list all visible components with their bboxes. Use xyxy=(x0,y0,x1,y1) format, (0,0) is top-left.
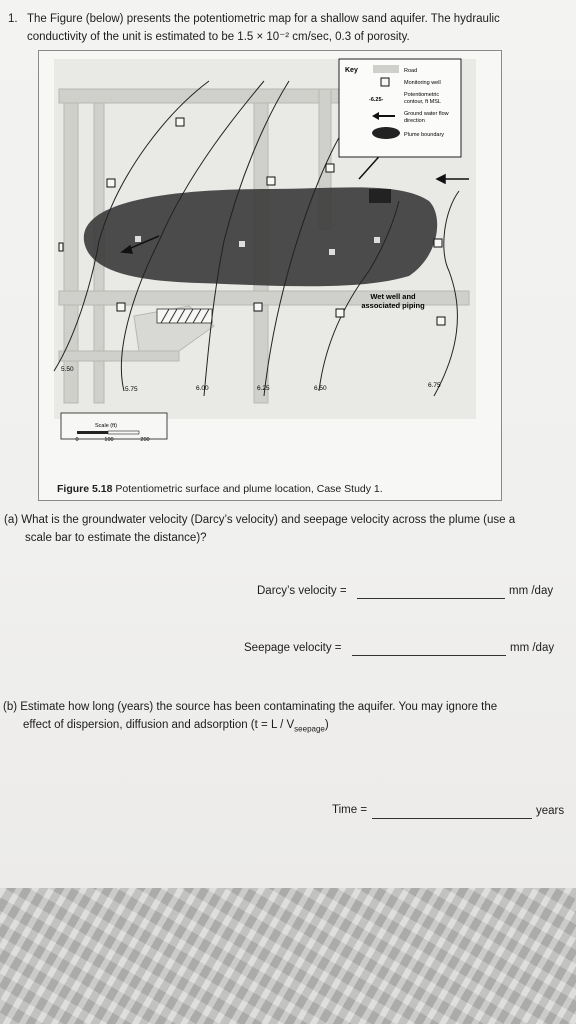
part-b-line2 xyxy=(23,716,329,738)
road-horizontal-low xyxy=(59,351,179,361)
well xyxy=(59,243,63,251)
time-unit: years xyxy=(536,805,565,817)
map-key xyxy=(339,59,461,157)
well xyxy=(117,303,125,311)
question-number: 1. xyxy=(8,13,18,25)
darcy-velocity-label: Darcy’s velocity = xyxy=(257,585,347,597)
contour-label: 6.25 xyxy=(257,385,270,392)
wet-well-label-2: associated piping xyxy=(361,301,425,310)
wet-well xyxy=(369,189,391,203)
background-fabric xyxy=(0,888,576,1024)
well xyxy=(267,177,275,185)
time-answer-line[interactable] xyxy=(372,818,532,819)
well xyxy=(336,309,344,317)
key-flow-2: direction xyxy=(404,118,425,124)
key-contour-2: contour, ft MSL xyxy=(404,99,441,105)
contour-label: 6.50 xyxy=(314,385,327,392)
key-flow-1: Ground water flow xyxy=(404,111,449,117)
key-road: Road xyxy=(404,68,418,74)
key-monitoring-well: Monitoring well xyxy=(404,80,441,86)
seepage-velocity-answer-line[interactable] xyxy=(352,655,506,656)
scale-tick: 200 xyxy=(140,437,150,443)
well xyxy=(176,118,184,126)
part-b-formula-subscript: seepage xyxy=(294,724,325,734)
part-a-line2: scale bar to estimate the distance)? xyxy=(25,532,207,544)
key-road-swatch xyxy=(373,65,399,73)
well xyxy=(437,317,445,325)
key-well-swatch xyxy=(381,78,389,86)
question-text-line2: conductivity of the unit is estimated to be 1.5 × 10⁻² cm/sec, 0.3 of porosity. xyxy=(27,31,410,43)
well xyxy=(326,164,334,172)
potentiometric-map xyxy=(39,51,501,500)
question-text-line1: The Figure (below) presents the potentiometric map for a shallow sand aquifer. The hydraulic xyxy=(27,13,500,25)
part-a-line1: (a) What is the groundwater velocity (Darcy’s velocity) and seepage velocity across the plume (use a xyxy=(4,514,516,526)
contour-label: 5.50 xyxy=(61,366,74,373)
contour-label: 6.00 xyxy=(196,385,209,392)
caption-label: Figure 5.18 xyxy=(57,483,113,495)
key-contour-sample: -6.25- xyxy=(369,97,384,103)
figure-frame xyxy=(38,50,502,501)
well xyxy=(107,179,115,187)
darcy-velocity-unit: mm /day xyxy=(509,585,554,597)
seepage-velocity-label: Seepage velocity = xyxy=(244,642,342,654)
time-label: Time = xyxy=(332,804,368,816)
part-b-formula: effect of dispersion, diffusion and adsorption (t = L / V xyxy=(23,719,295,731)
key-title: Key xyxy=(345,67,358,74)
caption-text: Potentiometric surface and plume location, Case Study 1. xyxy=(115,483,383,495)
road-horizontal-top xyxy=(59,89,339,103)
scale-tick: 0 xyxy=(75,437,79,443)
key-plume: Plume boundary xyxy=(404,132,445,138)
seepage-velocity-unit: mm /day xyxy=(510,642,555,654)
key-plume-swatch xyxy=(372,127,400,139)
contour-label: 5.75 xyxy=(125,386,138,393)
scale-title: Scale (ft) xyxy=(95,423,118,429)
key-contour-1: Potentiometric xyxy=(404,92,440,98)
part-b-formula-end: ) xyxy=(324,719,329,731)
darcy-velocity-answer-line[interactable] xyxy=(357,598,505,599)
scale-tick: 100 xyxy=(104,437,114,443)
well xyxy=(434,239,442,247)
wet-well-label-1: Wet well and xyxy=(370,292,416,301)
contour-label: 6.75 xyxy=(428,382,441,389)
figure-caption xyxy=(57,483,383,495)
part-b-line1: (b) Estimate how long (years) the source has been contaminating the aquifer. You may ignore the xyxy=(3,701,498,713)
well xyxy=(254,303,262,311)
scale-bar xyxy=(61,413,167,443)
hatched-building xyxy=(157,309,212,323)
